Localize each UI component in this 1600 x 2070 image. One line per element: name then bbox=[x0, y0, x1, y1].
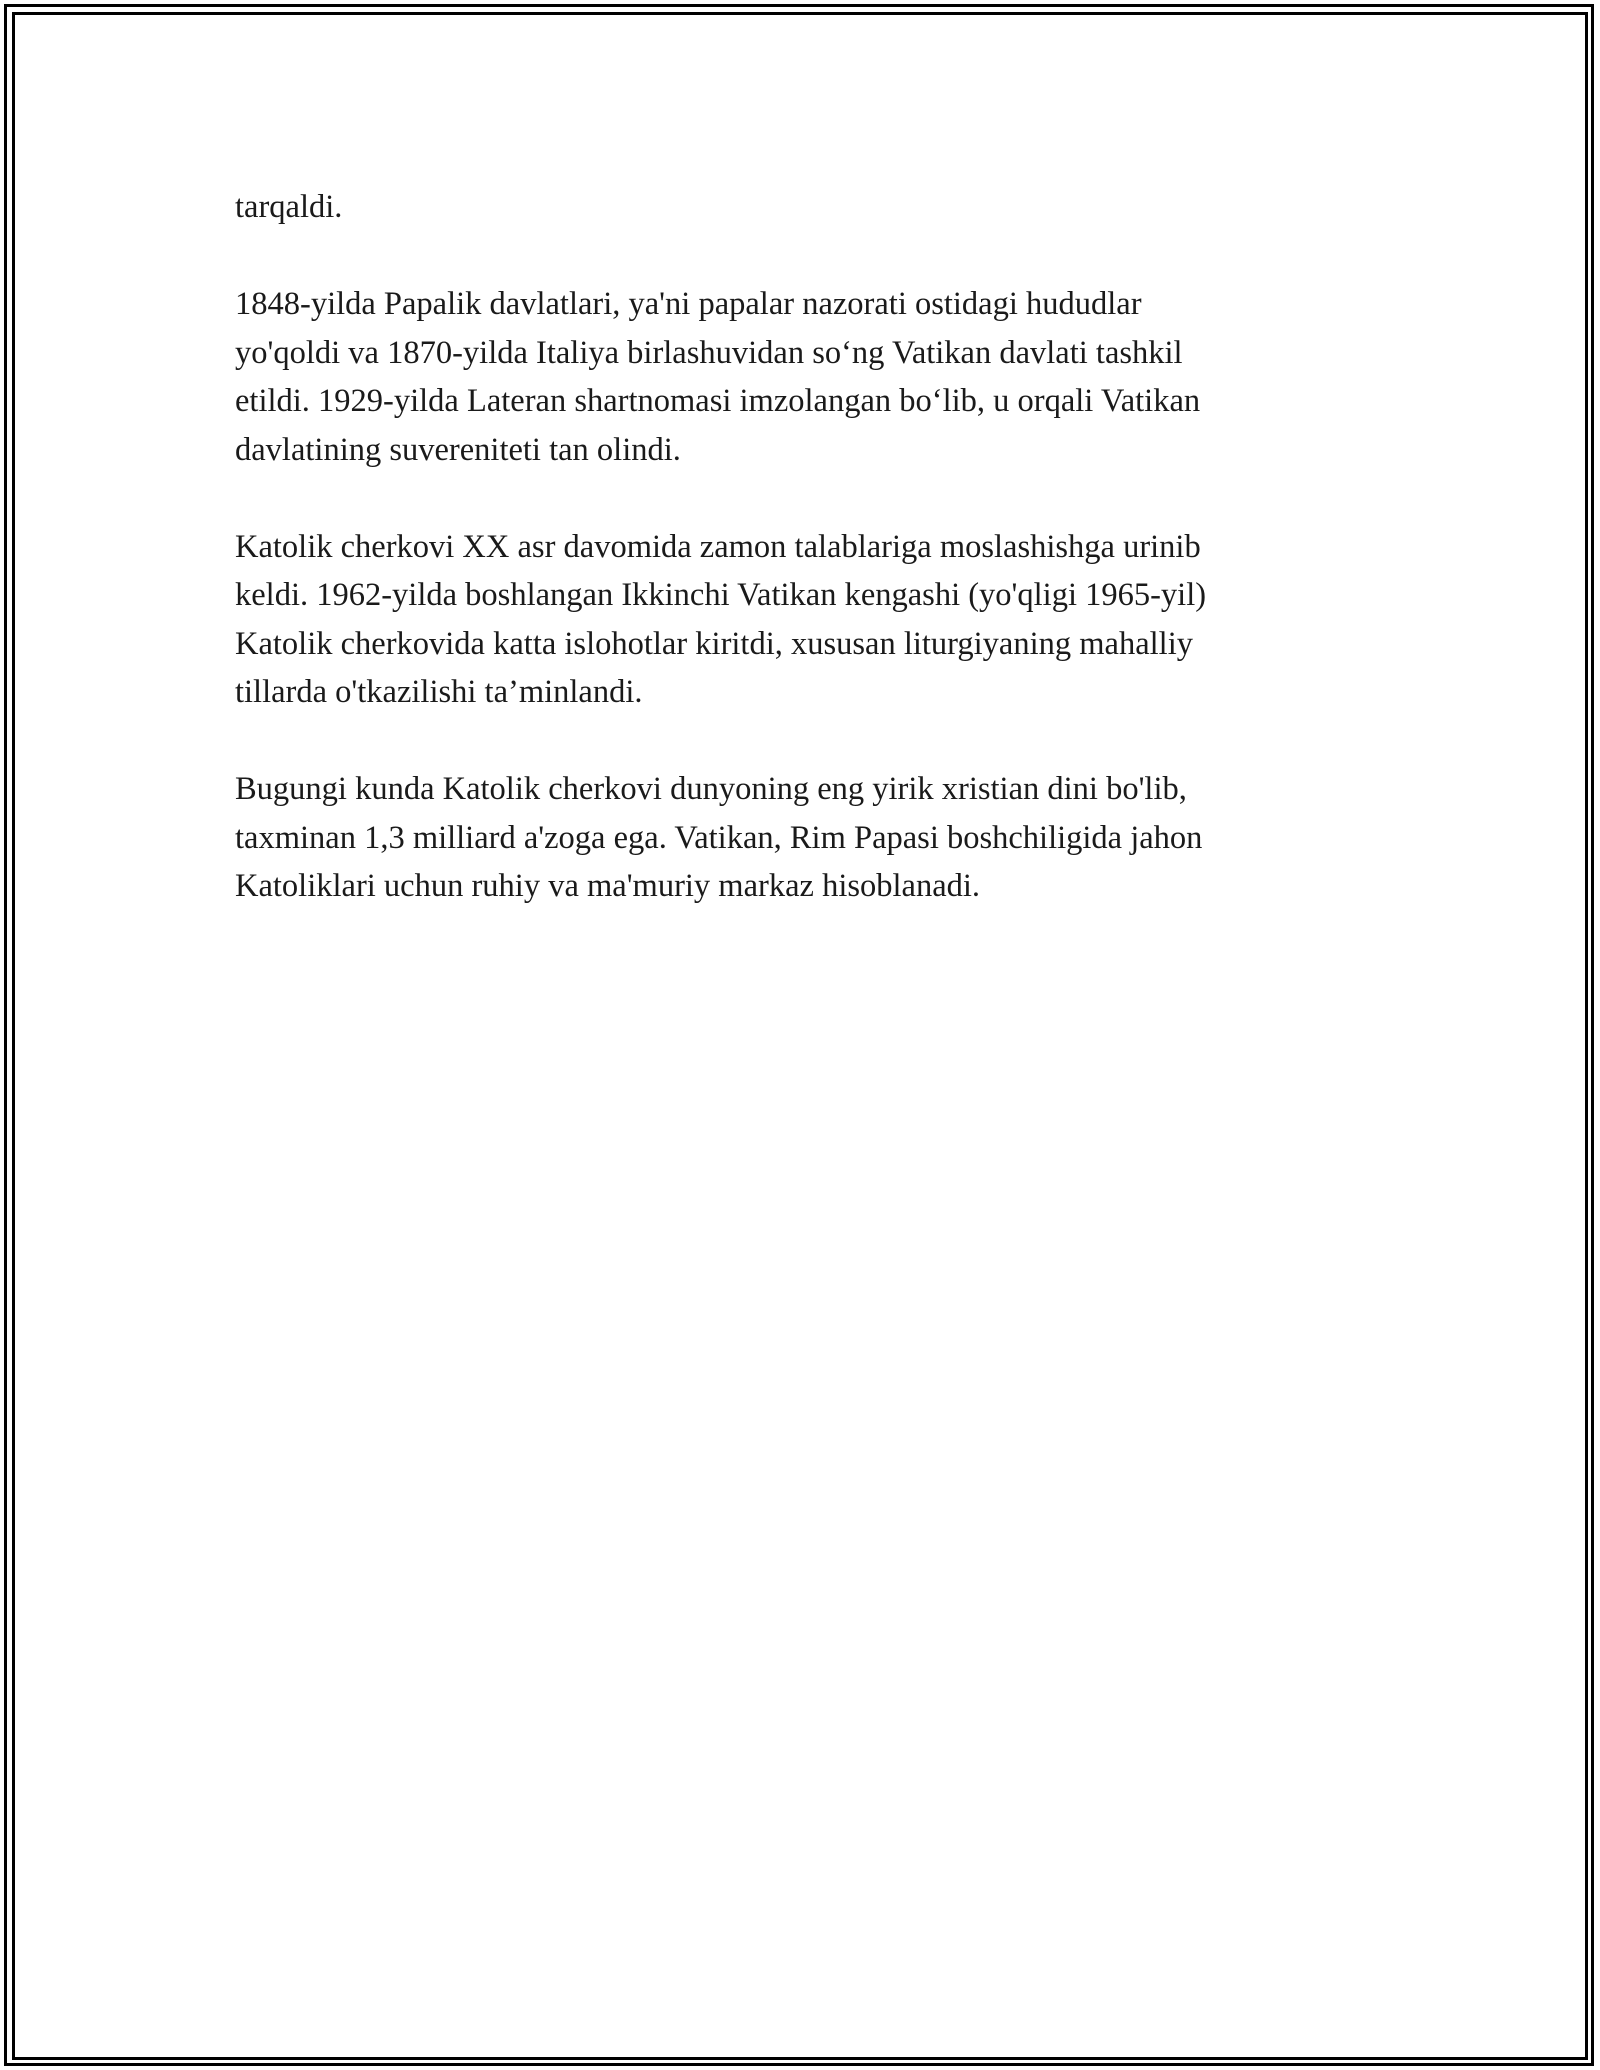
paragraph-2 bbox=[235, 280, 1385, 474]
text-line: davlatining suvereniteti tan olindi. bbox=[235, 431, 681, 468]
text-line: yo'qoldi va 1870-yilda Italiya birlashuvidan so‘ng Vatikan davlati tashkil bbox=[235, 334, 1183, 371]
text-line: tillarda o'tkazilishi ta’minlandi. bbox=[235, 674, 643, 710]
text-line: keldi. 1962-yilda boshlangan Ikkinchi Vatikan kengashi (yo'qligi 1965-yil) bbox=[235, 577, 1207, 613]
text-line: taxminan 1,3 milliard a'zoga ega. Vatikan, Rim Papasi boshchiligida jahon bbox=[235, 819, 1203, 856]
document-body bbox=[235, 183, 1385, 959]
text-line: tarqaldi. bbox=[235, 189, 343, 225]
text-line: etildi. 1929-yilda Lateran shartnomasi imzolangan bo‘lib, u orqali Vatikan bbox=[235, 383, 1201, 419]
text-line: Katolik cherkovi XX asr davomida zamon talablariga moslashishga urinib bbox=[235, 528, 1201, 565]
paragraph-3 bbox=[235, 523, 1385, 717]
paragraph-1 bbox=[235, 183, 1385, 232]
text-line: Bugungi kunda Katolik cherkovi dunyoning eng yirik xristian dini bo'lib, bbox=[235, 771, 1187, 807]
text-line: Katolik cherkovida katta islohotlar kiritdi, xususan liturgiyaning mahalliy bbox=[235, 625, 1193, 662]
text-line: Katoliklari uchun ruhiy va ma'muriy markaz hisoblanadi. bbox=[235, 868, 981, 904]
text-line: 1848-yilda Papalik davlatlari, ya'ni papalar nazorati ostidagi hududlar bbox=[235, 286, 1142, 322]
paragraph-4 bbox=[235, 765, 1385, 911]
